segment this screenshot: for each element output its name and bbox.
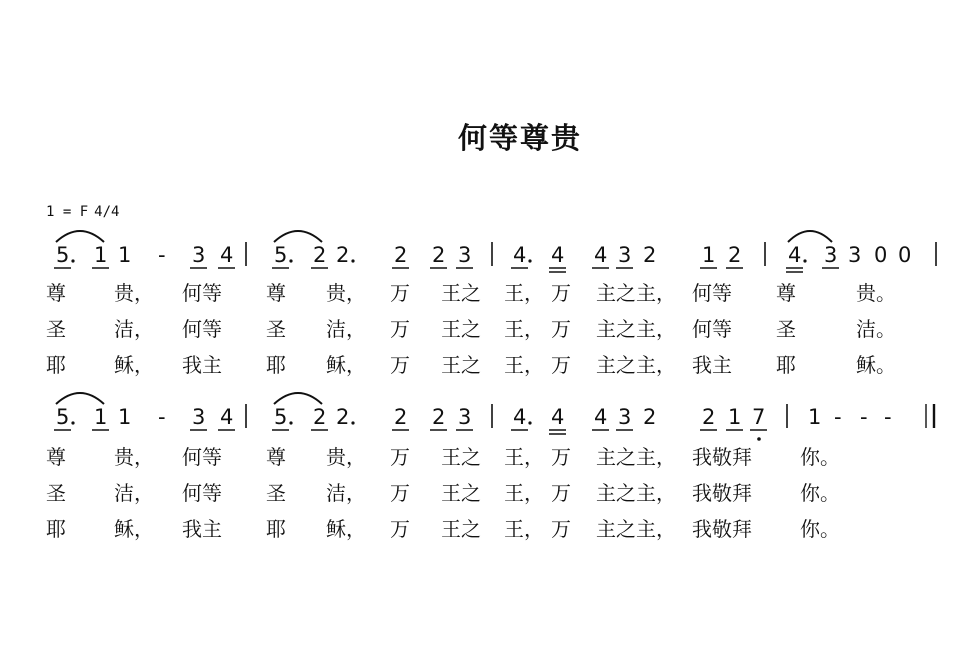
augmentation-dot bbox=[351, 259, 354, 262]
lyric-word: 尊 bbox=[266, 281, 286, 305]
slur-arc bbox=[56, 231, 104, 242]
lyric-line-6 bbox=[46, 513, 926, 541]
note: 5 bbox=[56, 405, 70, 429]
lyric-word: 万 bbox=[551, 517, 571, 541]
note: 2 bbox=[702, 405, 716, 429]
augmentation-dot bbox=[289, 259, 292, 262]
lyric-line-5 bbox=[46, 477, 926, 505]
lyric-word: 王， bbox=[504, 481, 544, 505]
lyric-word: 万 bbox=[551, 281, 571, 305]
note: 1 bbox=[118, 243, 132, 267]
lyric-word: 我敬拜 bbox=[692, 481, 752, 505]
sustain-dash: - bbox=[158, 243, 166, 267]
lyric-word: 万 bbox=[551, 317, 571, 341]
augmentation-dot bbox=[803, 259, 806, 262]
lyric-word: 洁， bbox=[114, 317, 154, 341]
lyric-word: 你。 bbox=[800, 445, 840, 469]
note: 2 bbox=[336, 243, 350, 267]
lyric-word: 稣， bbox=[114, 517, 154, 541]
note: 2 bbox=[394, 243, 408, 267]
lyric-word: 圣 bbox=[266, 317, 286, 341]
lyric-word: 王， bbox=[504, 445, 544, 469]
note: 2 bbox=[728, 243, 742, 267]
augmentation-dot bbox=[528, 259, 531, 262]
lyric-word: 洁， bbox=[114, 481, 154, 505]
note: 2 bbox=[394, 405, 408, 429]
lyric-word: 耶 bbox=[266, 353, 286, 377]
lyric-word: 贵， bbox=[326, 281, 366, 305]
note: 4 bbox=[594, 405, 608, 429]
lyric-word: 万 bbox=[551, 481, 571, 505]
note: 2 bbox=[432, 405, 446, 429]
augmentation-dot bbox=[528, 421, 531, 424]
lyric-word: 圣 bbox=[776, 317, 796, 341]
note: 1 bbox=[94, 405, 108, 429]
lyric-word: 主之主， bbox=[596, 281, 676, 305]
lyric-word: 圣 bbox=[46, 481, 66, 505]
note: 4 bbox=[513, 243, 527, 267]
lyric-word: 万 bbox=[390, 281, 410, 305]
lyric-line-3 bbox=[46, 349, 926, 377]
sustain-dash: - bbox=[158, 405, 166, 429]
lyric-word: 主之主， bbox=[596, 517, 676, 541]
lyric-word: 我主 bbox=[692, 353, 732, 377]
lyric-word: 稣， bbox=[326, 353, 366, 377]
lyric-word: 尊 bbox=[46, 281, 66, 305]
note: 4 bbox=[551, 243, 565, 267]
note: 2 bbox=[643, 243, 657, 267]
note: 3 bbox=[458, 243, 472, 267]
augmentation-dot bbox=[351, 421, 354, 424]
sustain-dash: - bbox=[884, 405, 892, 429]
note: 0 bbox=[898, 243, 912, 267]
lyric-word: 主之主， bbox=[596, 317, 676, 341]
lyric-word: 万 bbox=[390, 353, 410, 377]
lyric-word: 我主 bbox=[182, 353, 222, 377]
lyric-word: 贵。 bbox=[856, 281, 896, 305]
lyric-word: 稣， bbox=[114, 353, 154, 377]
lyric-word: 万 bbox=[390, 445, 410, 469]
lyric-word: 稣。 bbox=[856, 353, 896, 377]
lyric-word: 王， bbox=[504, 317, 544, 341]
note: 5 bbox=[274, 405, 288, 429]
note: 4 bbox=[513, 405, 527, 429]
lyric-word: 万 bbox=[390, 317, 410, 341]
lyric-word: 何等 bbox=[182, 481, 222, 505]
note: 2 bbox=[432, 243, 446, 267]
lyric-word: 万 bbox=[390, 517, 410, 541]
note: 5 bbox=[56, 243, 70, 267]
lyric-word: 王， bbox=[504, 353, 544, 377]
lyric-word: 王之 bbox=[441, 481, 481, 505]
lyric-word: 何等 bbox=[692, 281, 732, 305]
slur-arc bbox=[274, 393, 322, 404]
note: 2 bbox=[313, 405, 327, 429]
lyric-word: 洁， bbox=[326, 317, 366, 341]
song-title: 何等尊贵 bbox=[457, 121, 582, 155]
lyric-word: 我敬拜 bbox=[692, 445, 752, 469]
note: 1 bbox=[94, 243, 108, 267]
lyric-word: 主之主， bbox=[596, 481, 676, 505]
augmentation-dot bbox=[71, 259, 74, 262]
augmentation-dot bbox=[71, 421, 74, 424]
lyric-word: 万 bbox=[390, 481, 410, 505]
lyric-word: 耶 bbox=[266, 517, 286, 541]
sustain-dash: - bbox=[834, 405, 842, 429]
lyric-word: 王之 bbox=[441, 317, 481, 341]
lyric-word: 王， bbox=[504, 517, 544, 541]
lyric-word: 尊 bbox=[266, 445, 286, 469]
lyric-word: 何等 bbox=[182, 317, 222, 341]
lyric-word: 耶 bbox=[776, 353, 796, 377]
note: 4 bbox=[220, 243, 234, 267]
lyric-word: 尊 bbox=[776, 281, 796, 305]
lyric-word: 你。 bbox=[800, 481, 840, 505]
lyric-word: 贵， bbox=[114, 281, 154, 305]
lyric-word: 稣， bbox=[326, 517, 366, 541]
note: 3 bbox=[192, 243, 206, 267]
note: 3 bbox=[192, 405, 206, 429]
lyric-line-1 bbox=[46, 277, 926, 305]
slur-arc bbox=[788, 231, 832, 242]
note: 4 bbox=[594, 243, 608, 267]
note: 4 bbox=[788, 243, 802, 267]
meter-label: 4/4 bbox=[94, 204, 120, 220]
lyric-word: 耶 bbox=[46, 353, 66, 377]
lyric-word: 贵， bbox=[326, 445, 366, 469]
note: 1 bbox=[702, 243, 716, 267]
lyric-word: 何等 bbox=[182, 445, 222, 469]
lyric-line-4 bbox=[46, 441, 926, 469]
note: 0 bbox=[874, 243, 888, 267]
lyric-word: 耶 bbox=[46, 517, 66, 541]
slur-arc bbox=[274, 231, 322, 242]
lyric-word: 王之 bbox=[441, 281, 481, 305]
note: 3 bbox=[824, 243, 838, 267]
note: 1 bbox=[728, 405, 742, 429]
key-label: 1 = F bbox=[46, 204, 89, 220]
note: 3 bbox=[618, 405, 632, 429]
lyric-word: 洁， bbox=[326, 481, 366, 505]
lyric-word: 圣 bbox=[266, 481, 286, 505]
note: 3 bbox=[458, 405, 472, 429]
lyric-word: 王， bbox=[504, 281, 544, 305]
lyric-word: 我敬拜 bbox=[692, 517, 752, 541]
lyric-word: 我主 bbox=[182, 517, 222, 541]
note: 5 bbox=[274, 243, 288, 267]
lyric-word: 何等 bbox=[692, 317, 732, 341]
note: 7 bbox=[752, 405, 766, 429]
lyric-word: 万 bbox=[551, 445, 571, 469]
lyric-word: 王之 bbox=[441, 353, 481, 377]
note: 4 bbox=[551, 405, 565, 429]
sustain-dash: - bbox=[860, 405, 868, 429]
lyric-word: 何等 bbox=[182, 281, 222, 305]
note: 2 bbox=[336, 405, 350, 429]
note: 2 bbox=[313, 243, 327, 267]
lyric-word: 万 bbox=[551, 353, 571, 377]
lyric-word: 尊 bbox=[46, 445, 66, 469]
lyric-word: 贵， bbox=[114, 445, 154, 469]
lyric-word: 你。 bbox=[800, 517, 840, 541]
lyric-word: 王之 bbox=[441, 517, 481, 541]
note: 1 bbox=[118, 405, 132, 429]
lyric-word: 王之 bbox=[441, 445, 481, 469]
lyric-word: 洁。 bbox=[856, 317, 896, 341]
note: 3 bbox=[618, 243, 632, 267]
lyric-word: 主之主， bbox=[596, 445, 676, 469]
lyric-word: 主之主， bbox=[596, 353, 676, 377]
lyric-word: 圣 bbox=[46, 317, 66, 341]
augmentation-dot bbox=[289, 421, 292, 424]
note: 1 bbox=[808, 405, 822, 429]
note: 2 bbox=[643, 405, 657, 429]
slur-arc bbox=[56, 393, 104, 404]
lyric-line-2 bbox=[46, 313, 926, 341]
note: 4 bbox=[220, 405, 234, 429]
note: 3 bbox=[848, 243, 862, 267]
